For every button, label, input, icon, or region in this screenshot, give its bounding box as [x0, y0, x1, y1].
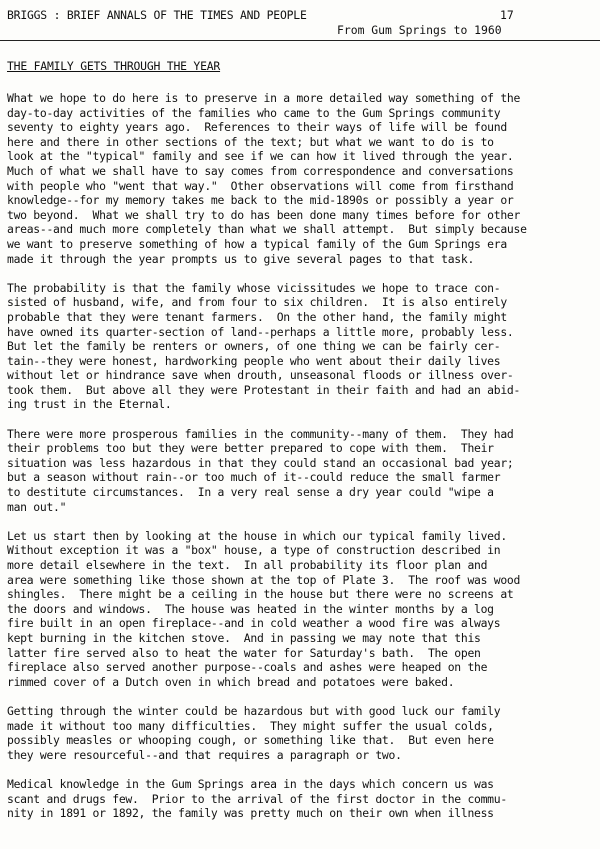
text-line: sisted of husband, wife, and from four to six children. It is also entirely: [7, 295, 507, 310]
running-subtitle: From Gum Springs to 1960: [337, 23, 502, 37]
text-line: we want to preserve something of how a typical family of the Gum Springs era: [7, 236, 507, 251]
text-line: but a season without rain--or too much of it--could reduce the small farmer: [7, 470, 501, 485]
text-line: Getting through the winter could be hazardous but with good luck our family: [7, 703, 501, 718]
text-line: seventy to eighty years ago. References to their ways of life will be found: [7, 120, 507, 135]
text-line: to destitute circumstances. In a very real sense a dry year could "wipe a: [7, 485, 494, 500]
text-line: probable that they were tenant farmers. On the other hand, the family might: [7, 309, 507, 324]
text-line: made it through the year prompts us to give several pages to that task.: [7, 251, 475, 266]
text-line: The probability is that the family whose vicissitudes we hope to trace con-: [7, 280, 501, 295]
paragraph: [7, 91, 599, 266]
text-line: nity in 1891 or 1892, the family was pretty much on their own when illness: [7, 806, 494, 821]
paragraph: [7, 281, 599, 412]
text-line: tain--they were honest, hardworking people who went about their daily lives: [7, 353, 501, 368]
text-line: knowledge--for my memory takes me back to the mid-1890s or possibly a year or: [7, 193, 514, 208]
text-line: shingles. There might be a ceiling in the house but there were no screens at: [7, 587, 514, 602]
body-text: [7, 91, 599, 835]
text-line: Medical knowledge in the Gum Springs area in the days which concern us was: [7, 776, 494, 791]
text-line: There were more prosperous families in the community--many of them. They had: [7, 426, 514, 441]
paragraph: [7, 777, 599, 821]
text-line: have owned its quarter-section of land--perhaps a little more, probably less.: [7, 324, 514, 339]
text-line: areas--and much more completely than what we shall attempt. But simply because: [7, 222, 527, 237]
text-line: man out.": [7, 499, 67, 514]
paragraph: [7, 427, 599, 515]
text-line: fireplace also served another purpose--coals and ashes were heaped on the: [7, 660, 488, 675]
text-line: kept burning in the kitchen stove. And in passing we may note that this: [7, 630, 481, 645]
text-line: the doors and windows. The house was heated in the winter months by a log: [7, 601, 494, 616]
text-line: fire built in an open fireplace--and in cold weather a wood fire was always: [7, 616, 501, 631]
text-line: Much of what we shall have to say comes from correspondence and conversations: [7, 163, 514, 178]
text-line: their problems too but they were better prepared to cope with them. Their: [7, 441, 494, 456]
text-line: area were something like those shown at the top of Plate 3. The roof was wood: [7, 572, 521, 587]
text-line: two beyond. What we shall try to do has been done many times before for other: [7, 207, 521, 222]
text-line: latter fire served also to heat the water for Saturday's bath. The open: [7, 645, 481, 660]
text-line: Let us start then by looking at the house in which our typical family lived.: [7, 528, 507, 543]
text-line: made it without too many difficulties. They might suffer the usual colds,: [7, 718, 494, 733]
text-line: took them. But above all they were Protestant in their faith and had an abid-: [7, 382, 521, 397]
text-line: ing trust in the Eternal.: [7, 397, 172, 412]
text-line: situation was less hazardous in that they could stand an occasional bad year;: [7, 455, 514, 470]
text-line: more detail elsewhere in the text. In all probability its floor plan and: [7, 558, 488, 572]
text-line: What we hope to do here is to preserve in a more detailed way something of the: [7, 91, 521, 105]
text-line: Without exception it was a "box" house, a type of construction described in: [7, 543, 501, 558]
text-line: here and there in other sections of the text; but what we want to do is to: [7, 134, 494, 149]
text-line: possibly measles or whooping cough, or something like that. But even here: [7, 733, 494, 748]
text-line: with people who "went that way." Other observations will come from firsthand: [7, 178, 514, 193]
text-line: rimmed cover of a Dutch oven in which bread and potatoes were baked.: [7, 674, 455, 689]
text-line: they were resourceful--and that requires a paragraph or two.: [7, 747, 402, 762]
text-line: look at the "typical" family and see if we can how it lived through the year.: [7, 149, 514, 164]
text-line: But let the family be renters or owners, of one thing we can be fairly cer-: [7, 339, 501, 354]
text-line: day-to-day activities of the families who came to the Gum Springs community: [7, 105, 501, 120]
section-title: THE FAMILY GETS THROUGH THE YEAR: [7, 59, 221, 73]
page-number: 17: [500, 8, 514, 22]
running-title: BRIGGS : BRIEF ANNALS OF THE TIMES AND PEOPLE: [7, 8, 307, 22]
paragraph: [7, 529, 599, 690]
text-line: scant and drugs few. Prior to the arrival of the first doctor in the commu-: [7, 791, 507, 806]
paragraph: [7, 704, 599, 762]
header-rule: [0, 40, 600, 41]
text-line: without let or hindrance save when drouth, unseasonal floods or illness over-: [7, 368, 514, 383]
